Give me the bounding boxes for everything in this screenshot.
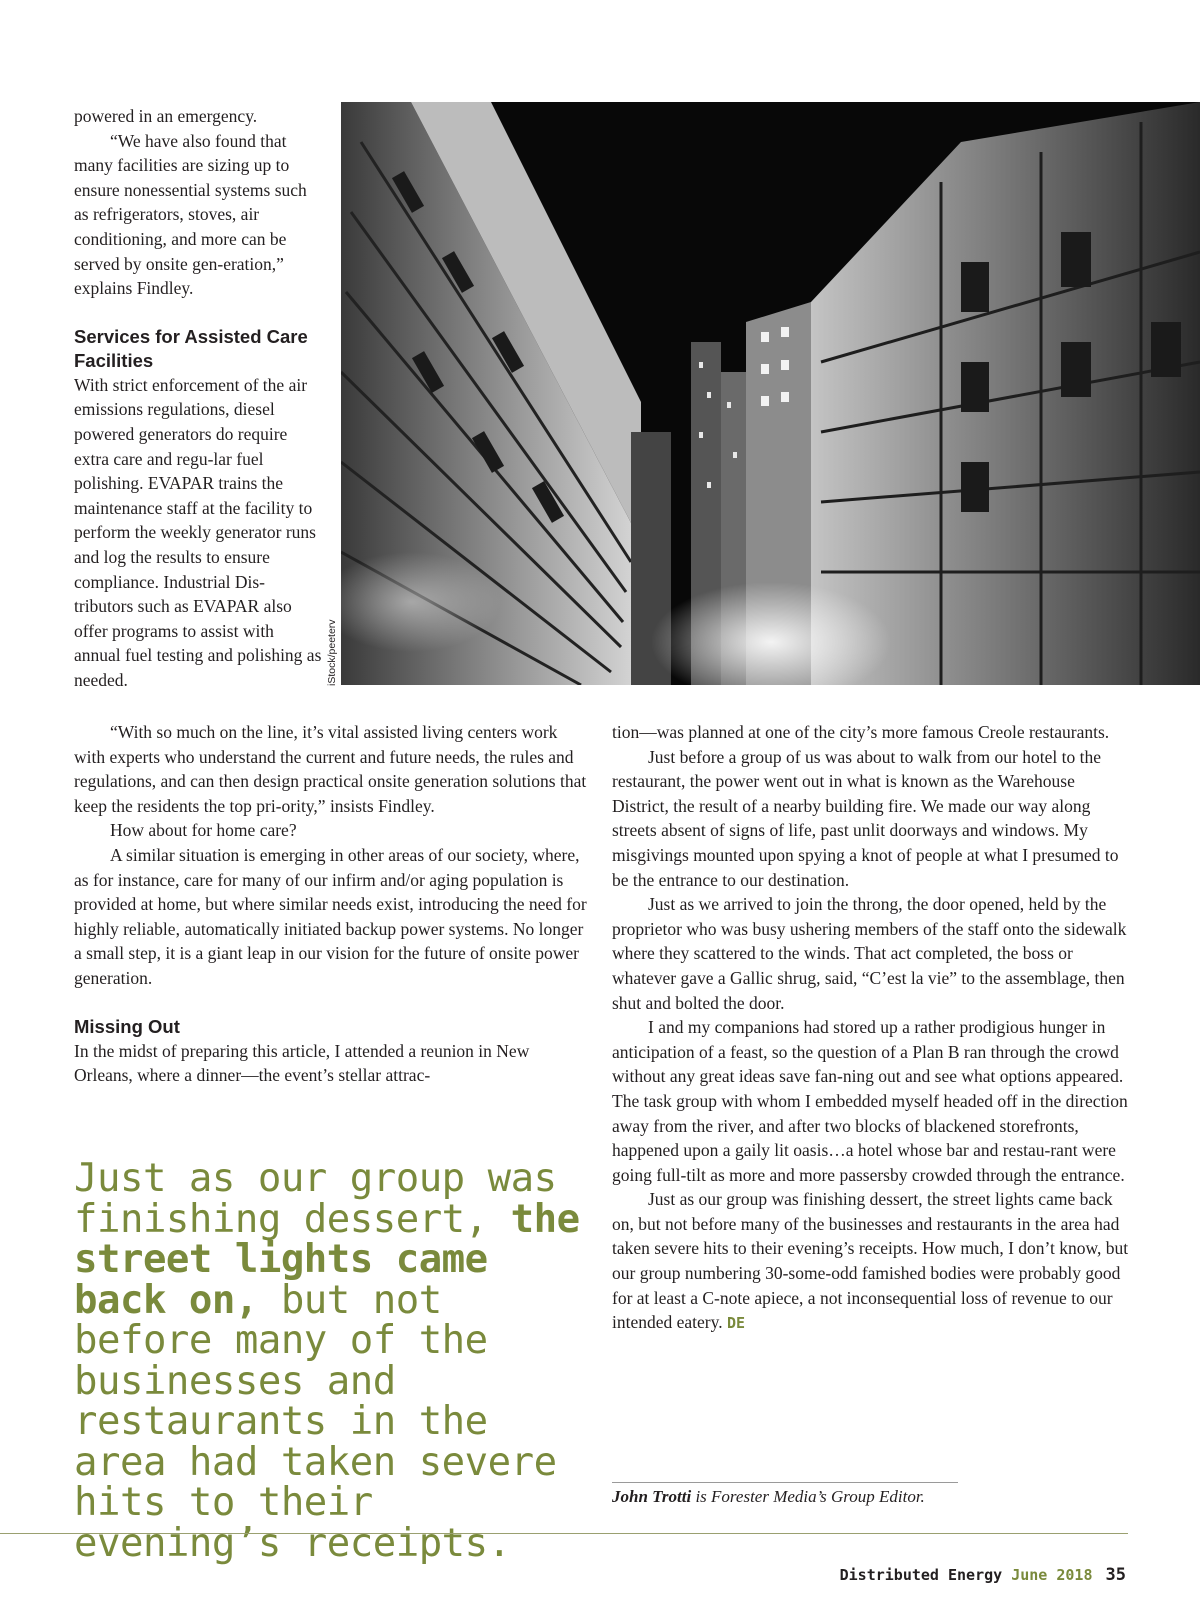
end-mark: DE — [727, 1314, 746, 1333]
section-heading-assisted-care: Services for Assisted Care Facilities — [74, 325, 308, 371]
column-top — [74, 104, 324, 692]
photo-illustration — [341, 102, 1200, 685]
paragraph: “With so much on the line, it’s vital assisted living centers work with experts who understand the current and future needs, the rules and regulations, and can then design practical onsite generation solutions that keep the residents the top pri-ority,” insists Findley. — [74, 722, 587, 816]
paragraph: “We have also found that many facilities are sizing up to ensure nonessential systems such as refrigerators, stoves, air conditioning, and more can be served by onsite gen-eration,” explains Findley. — [74, 130, 307, 299]
paragraph: Just as our group was finishing dessert, the street lights came back on, but not before many of the businesses and restaurants in the area had taken severe hits to their evening’s receipts. How much, I don’t know, but our group numbering 30-some-odd famished bodies were probably good for at least a C-note apiece, a not inconsequential loss of revenue to our intended eatery. — [612, 1189, 1129, 1333]
author-name: John Trotti — [612, 1487, 692, 1506]
paragraph: Just as we arrived to join the throng, the door opened, held by the proprietor who was busy ushering members of the staff onto the sidewalk where they scattered to the winds. That act completed, the boss or whatever gave a Gallic shrug, said, “C’est la vie” to the assemblage, then shut and bolted the door. — [612, 894, 1127, 1013]
footer-divider — [0, 1533, 1128, 1534]
author-bio-text: is Forester Media’s Group Editor. — [691, 1487, 925, 1506]
paragraph: tion—was planned at one of the city’s more famous Creole restaurants. — [612, 722, 1110, 742]
paragraph: In the midst of preparing this article, I attended a reunion in New Orleans, where a dinner—the event’s stellar attrac- — [74, 1040, 530, 1086]
paragraph: With strict enforcement of the air emissions regulations, diesel powered generators do require extra care and regu-lar fuel polishing. EVAPAR trains the maintenance staff at the facility to perform the weekly generator runs and log the results to ensure compliance. Industrial Dis-tributors such as EVAPAR also offer programs to assist with annual fuel testing and polishing as needed. — [74, 374, 322, 690]
author-bio — [612, 1487, 925, 1507]
bio-divider — [612, 1482, 958, 1483]
page-footer — [840, 1565, 1126, 1585]
photo-credit: iStock/peeterv — [326, 619, 338, 686]
city-alley-night-photo — [341, 102, 1200, 685]
paragraph: Just before a group of us was about to walk from our hotel to the restaurant, the power went out in what is known as the Warehouse District, the result of a nearby building fire. We made our way along streets absent of signs of life, past unlit doorways and windows. My misgivings mounted upon spying a knot of people at what I presumed to be the entrance to our destination. — [612, 746, 1119, 890]
page-number: 35 — [1105, 1565, 1126, 1585]
paragraph-final — [612, 1187, 1132, 1336]
issue-date: June 2018 — [1011, 1566, 1093, 1584]
pull-quote-text: but not before many of the businesses and restaurants in the area had taken severe hits to their evening’s receipts. — [74, 1277, 557, 1566]
paragraph: I and my companions had stored up a rather prodigious hunger in anticipation of a feast, so the question of a Plan B ran through the crowd without any great ideas save fan-ning out and see what options appeared. The task group with whom I embedded myself headed off in the direction away from the river, and after two blocks of blackened storefronts, happened upon a gaily lit oasis…a hotel whose bar and restau-rant were going full-tilt as more and more passersby crowded through the entrance. — [612, 1017, 1128, 1185]
column-middle — [74, 720, 592, 1088]
section-heading-missing-out: Missing Out — [74, 1015, 180, 1037]
column-right — [612, 720, 1132, 1336]
paragraph: A similar situation is emerging in other areas of our society, where, as for instance, care for many of our infirm and/or aging population is provided at home, but where similar needs exist, introducing the need for highly reliable, automatically initiated backup power systems. No longer a small step, it is a giant leap in our vision for the future of onsite power generation. — [74, 844, 587, 988]
paragraph: How about for home care? — [110, 820, 297, 841]
publication-name: Distributed Energy — [839, 1566, 1003, 1584]
paragraph: powered in an emergency. — [74, 106, 258, 126]
pull-quote-emphasis: the street lights came back on, — [74, 1196, 580, 1323]
pull-quote — [74, 1156, 594, 1566]
pull-quote-text: Just as our group was finishing dessert, — [74, 1156, 557, 1242]
